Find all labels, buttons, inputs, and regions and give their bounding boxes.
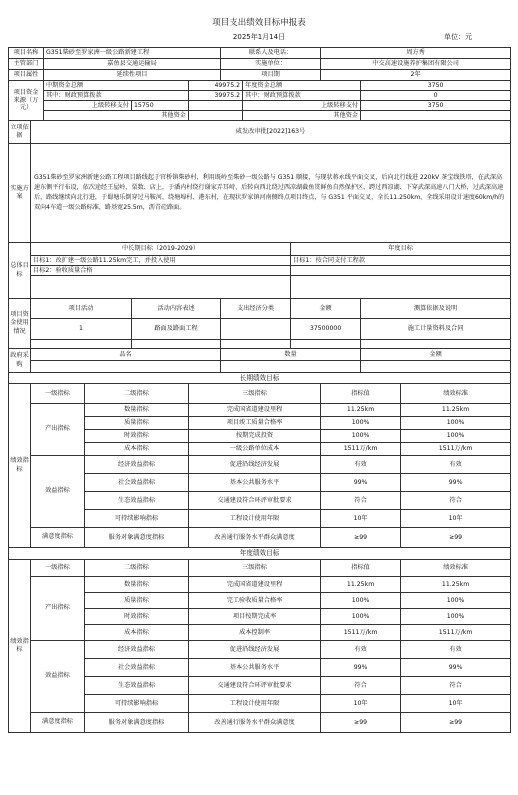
- annual-h-l1: 一级指标: [31, 560, 85, 577]
- long-r4-val: 有效: [321, 456, 401, 474]
- long-r1-l3: 项目竣工质量合格率: [189, 417, 321, 430]
- long-h-val: 指标值: [321, 384, 401, 404]
- usage-cat: [221, 319, 291, 340]
- impl-label: 实施单位：: [221, 59, 321, 70]
- annual-h-l3: 三级指标: [189, 560, 321, 577]
- usage-h-amount: 金额: [291, 299, 361, 319]
- long-r0-l3: 完成国省道建设里程: [189, 404, 321, 417]
- year-fiscal-label: 其中：财政预算拨款: [243, 91, 361, 101]
- long-r0-std: 11.25km: [401, 404, 511, 417]
- usage-basis: 施工计量资料及合同: [361, 319, 511, 340]
- year-goal-empty-2: [291, 276, 511, 299]
- annual-r3-val: 1511万/km: [321, 625, 401, 641]
- annual-r6-val: 符合: [321, 677, 401, 695]
- year-goal-empty-1: [291, 266, 511, 276]
- long-r2-val: 100%: [321, 430, 401, 443]
- long-h-l2: 二级指标: [85, 384, 189, 404]
- usage-no: 1: [31, 319, 132, 340]
- long-r6-val: 符合: [321, 492, 401, 510]
- annual-r6-std: 符合: [401, 677, 511, 695]
- long-r7-std: 10年: [401, 510, 511, 528]
- usage-h-cat: 支出经济分类: [221, 299, 291, 319]
- long-r0-l2: 数量指标: [85, 404, 189, 417]
- form-date: 2025年1月14日: [232, 33, 286, 41]
- year-goal-header: 年度目标: [291, 243, 511, 256]
- long-r5-val: 99%: [321, 474, 401, 492]
- annual-r6-l2: 生态效益指标: [85, 677, 189, 695]
- mid-upper-empty: [189, 101, 243, 111]
- mid-other-label: 其他资金: [44, 111, 189, 121]
- basis-label: 立项依据: [9, 121, 31, 144]
- long-h-l1: 一级指标: [31, 384, 85, 404]
- plan-text: G351柴砂至罗家洲新建公路工程项目路线起于官桥镇柴砂村，利用既岭至柴砂一级公路与 G351 顺接，与现状蒋永线平面交叉，后向北行线进 220kV 茶宝线铁塔，在武深高速东侧平行布设，依次途经王屋岭、栗数、店上，于潘内村绕行谢家弄耳峙，后转向西北绕过西凉湖截鱼贯鲜鱼自然保护区、跨过西凉湖、下穿武深高速八门大桥，过武深高速后，路线继续向北行进，于蜀塘乐倒穿过马鞍河，绕塘埠村、港东村，在现状罗家镇河南侧终点项目终点，与 G351 平面交叉，全长11.250km，全线采用设计速度60km/h的双向4车道一级公路标准，路基宽25.5m，沥青砼路面。: [31, 144, 511, 243]
- annual-r3-l3: 成本控制率: [189, 625, 321, 641]
- year-upper-label: 上级转移支付: [243, 101, 361, 111]
- report-table: [8, 47, 511, 733]
- long-r8-std: ≥99: [401, 528, 511, 548]
- annual-r3-std: 1511万/km: [401, 625, 511, 641]
- usage-amount: 37500000: [291, 319, 361, 340]
- long-r8-val: ≥99: [321, 528, 401, 548]
- annual-r8-l3: 改善通行服务水平群众满意度: [189, 713, 321, 733]
- long-r1-l2: 质量指标: [85, 417, 189, 430]
- long-r6-std: 符合: [401, 492, 511, 510]
- goals-label: 总体目标: [9, 243, 31, 299]
- impl-value: 中交高速设施养护集团有限公司: [321, 59, 511, 70]
- annual-out-label: 产出指标: [31, 577, 85, 641]
- annual-r3-l2: 成本指标: [85, 625, 189, 641]
- long-r1-val: 100%: [321, 417, 401, 430]
- proc-qty: [221, 361, 361, 373]
- annual-r2-std: 100%: [401, 609, 511, 625]
- period-value: 2年: [321, 70, 511, 81]
- mid-goal-empty: [31, 276, 291, 299]
- mid-upper-value: 15750: [132, 101, 189, 111]
- usage-empty-2: [132, 340, 221, 349]
- usage-h-activity: 项目活动: [31, 299, 132, 319]
- year-other-label: 其他资金: [243, 111, 361, 121]
- proc-name: [31, 361, 221, 373]
- mid-other-value: [189, 111, 243, 121]
- year-goal-1: 目标1：按合同支付工程款: [291, 256, 511, 266]
- long-r5-l2: 社会效益指标: [85, 474, 189, 492]
- annual-r4-std: 有效: [401, 641, 511, 659]
- long-r8-l2: 服务对象满意度指标: [85, 528, 189, 548]
- long-r4-l2: 经济效益指标: [85, 456, 189, 474]
- annual-sat-label: 满意度指标: [31, 713, 85, 733]
- long-r1-std: 100%: [401, 417, 511, 430]
- annual-r0-std: 11.25km: [401, 577, 511, 593]
- long-r7-l2: 可持续影响指标: [85, 510, 189, 528]
- long-r0-val: 11.25km: [321, 404, 401, 417]
- form-meta: [8, 30, 510, 47]
- proc-amount: [361, 361, 511, 373]
- annual-h-std: 绩效标准: [401, 560, 511, 577]
- dept-label: 主管部门: [9, 59, 44, 70]
- proc-label: 政府采购: [9, 349, 31, 373]
- long-r7-val: 10年: [321, 510, 401, 528]
- long-r6-l2: 生态效益指标: [85, 492, 189, 510]
- annual-r8-l2: 服务对象满意度指标: [85, 713, 189, 733]
- long-r3-l2: 成本指标: [85, 443, 189, 456]
- dept-value: 嘉鱼县交通运输局: [44, 59, 221, 70]
- annual-r2-val: 100%: [321, 609, 401, 625]
- mid-goal-2: 目标2：验收质量合格: [31, 266, 291, 276]
- usage-h-basis: 测算依据及说明: [361, 299, 511, 319]
- annual-r8-val: ≥99: [321, 713, 401, 733]
- attr-label: 项目属性: [9, 70, 44, 81]
- long-r5-std: 99%: [401, 474, 511, 492]
- long-r2-l3: 按期完成投资: [189, 430, 321, 443]
- usage-empty-5: [361, 340, 511, 349]
- year-fiscal-value: 0: [361, 91, 511, 101]
- long-r3-l3: 一级公路单位成本: [189, 443, 321, 456]
- project-name: G351柴砂至罗家洲一级公路新建工程: [44, 48, 221, 59]
- annual-h-val: 指标值: [321, 560, 401, 577]
- annual-r1-l2: 质量指标: [85, 593, 189, 609]
- annual-r1-val: 100%: [321, 593, 401, 609]
- annual-eff-label: 效益指标: [31, 641, 85, 713]
- annual-section-title: 年度绩效目标: [9, 548, 511, 560]
- proc-h-qty: 数量: [221, 349, 361, 361]
- annual-h-l2: 二级指标: [85, 560, 189, 577]
- long-r2-l2: 时效指标: [85, 430, 189, 443]
- long-eff-label: 效益指标: [31, 456, 85, 528]
- annual-r4-l2: 经济效益指标: [85, 641, 189, 659]
- annual-r6-l3: 交通建设符合环评审批要求: [189, 677, 321, 695]
- long-r4-std: 有效: [401, 456, 511, 474]
- annual-r5-val: 99%: [321, 659, 401, 677]
- long-r3-val: 1511万/km: [321, 443, 401, 456]
- period-label: 项目期: [221, 70, 321, 81]
- annual-r5-std: 99%: [401, 659, 511, 677]
- long-section-title: 长期绩效目标: [9, 373, 511, 384]
- mid-fiscal-value: 39975.2: [189, 91, 243, 101]
- annual-r5-l2: 社会效益指标: [85, 659, 189, 677]
- long-out-label: 产出指标: [31, 404, 85, 456]
- attr-value: 延续性项目: [44, 70, 221, 81]
- year-total-value: 3750: [361, 81, 511, 91]
- mid-fiscal-label: 其中：财政预算拨款: [44, 91, 189, 101]
- usage-h-content: 活动内容表述: [132, 299, 221, 319]
- long-r5-l3: 基本公共服务水平: [189, 474, 321, 492]
- form-unit: 单位：元: [444, 33, 472, 41]
- annual-r7-val: 10年: [321, 695, 401, 713]
- annual-r1-l3: 完工验收质量合格率: [189, 593, 321, 609]
- usage-empty-4: [291, 340, 361, 349]
- long-perf-label: 绩效指标: [9, 384, 31, 548]
- annual-r7-l3: 工程设计使用年限: [189, 695, 321, 713]
- long-r3-std: 1511万/km: [401, 443, 511, 456]
- mid-goal-header: 中长期目标（2019-2029）: [31, 243, 291, 256]
- annual-r4-val: 有效: [321, 641, 401, 659]
- usage-empty-3: [221, 340, 291, 349]
- long-r8-l3: 改善通行服务水平群众满意度: [189, 528, 321, 548]
- annual-r7-std: 10年: [401, 695, 511, 713]
- contact-value: 周方秀: [321, 48, 511, 59]
- funds-label: 项目资金来源（万元）: [9, 81, 44, 121]
- mid-total-value: 49975.2: [189, 81, 243, 91]
- annual-r8-std: ≥99: [401, 713, 511, 733]
- proc-h-amount: 金额: [361, 349, 511, 361]
- plan-label: 实施方案: [9, 144, 31, 243]
- annual-r0-l3: 完成国省道建设里程: [189, 577, 321, 593]
- mid-upper-label: 上级转移支付: [44, 101, 132, 111]
- proc-h-name: 品名: [31, 349, 221, 361]
- annual-r4-l3: 促进沿线经济发展: [189, 641, 321, 659]
- long-sat-label: 满意度指标: [31, 528, 85, 548]
- annual-r0-val: 11.25km: [321, 577, 401, 593]
- annual-perf-label: 绩效指标: [9, 560, 31, 733]
- long-h-std: 绩效标准: [401, 384, 511, 404]
- annual-r2-l3: 项目按期完成率: [189, 609, 321, 625]
- long-r7-l3: 工程设计使用年限: [189, 510, 321, 528]
- year-upper-value: 3750: [361, 101, 511, 111]
- mid-goal-1: 目标1：改扩建一级公路11.25km完工，并投入使用: [31, 256, 291, 266]
- usage-label: 项目资金使用情况: [9, 299, 31, 349]
- contact-label: 联系人及电话：: [221, 48, 321, 59]
- annual-r5-l3: 基本公共服务水平: [189, 659, 321, 677]
- long-r6-l3: 交通建设符合环评审批要求: [189, 492, 321, 510]
- long-r2-std: 100%: [401, 430, 511, 443]
- annual-r2-l2: 时效指标: [85, 609, 189, 625]
- usage-content: 路面及路面工程: [132, 319, 221, 340]
- annual-r7-l2: 可持续影响指标: [85, 695, 189, 713]
- year-total-label: 年度资金总额: [243, 81, 361, 91]
- year-other-value: [361, 111, 511, 121]
- mid-total-label: 中期资金总额: [44, 81, 189, 91]
- annual-r1-std: 100%: [401, 593, 511, 609]
- usage-empty-1: [31, 340, 132, 349]
- form-title: 项目支出绩效目标申报表: [212, 18, 306, 28]
- basis-value: 咸发改审批[2022]163号: [31, 121, 511, 144]
- long-r4-l3: 促进沿线经济发展: [189, 456, 321, 474]
- annual-r0-l2: 数量指标: [85, 577, 189, 593]
- long-h-l3: 三级指标: [189, 384, 321, 404]
- name-label: 项目名称: [9, 48, 44, 59]
